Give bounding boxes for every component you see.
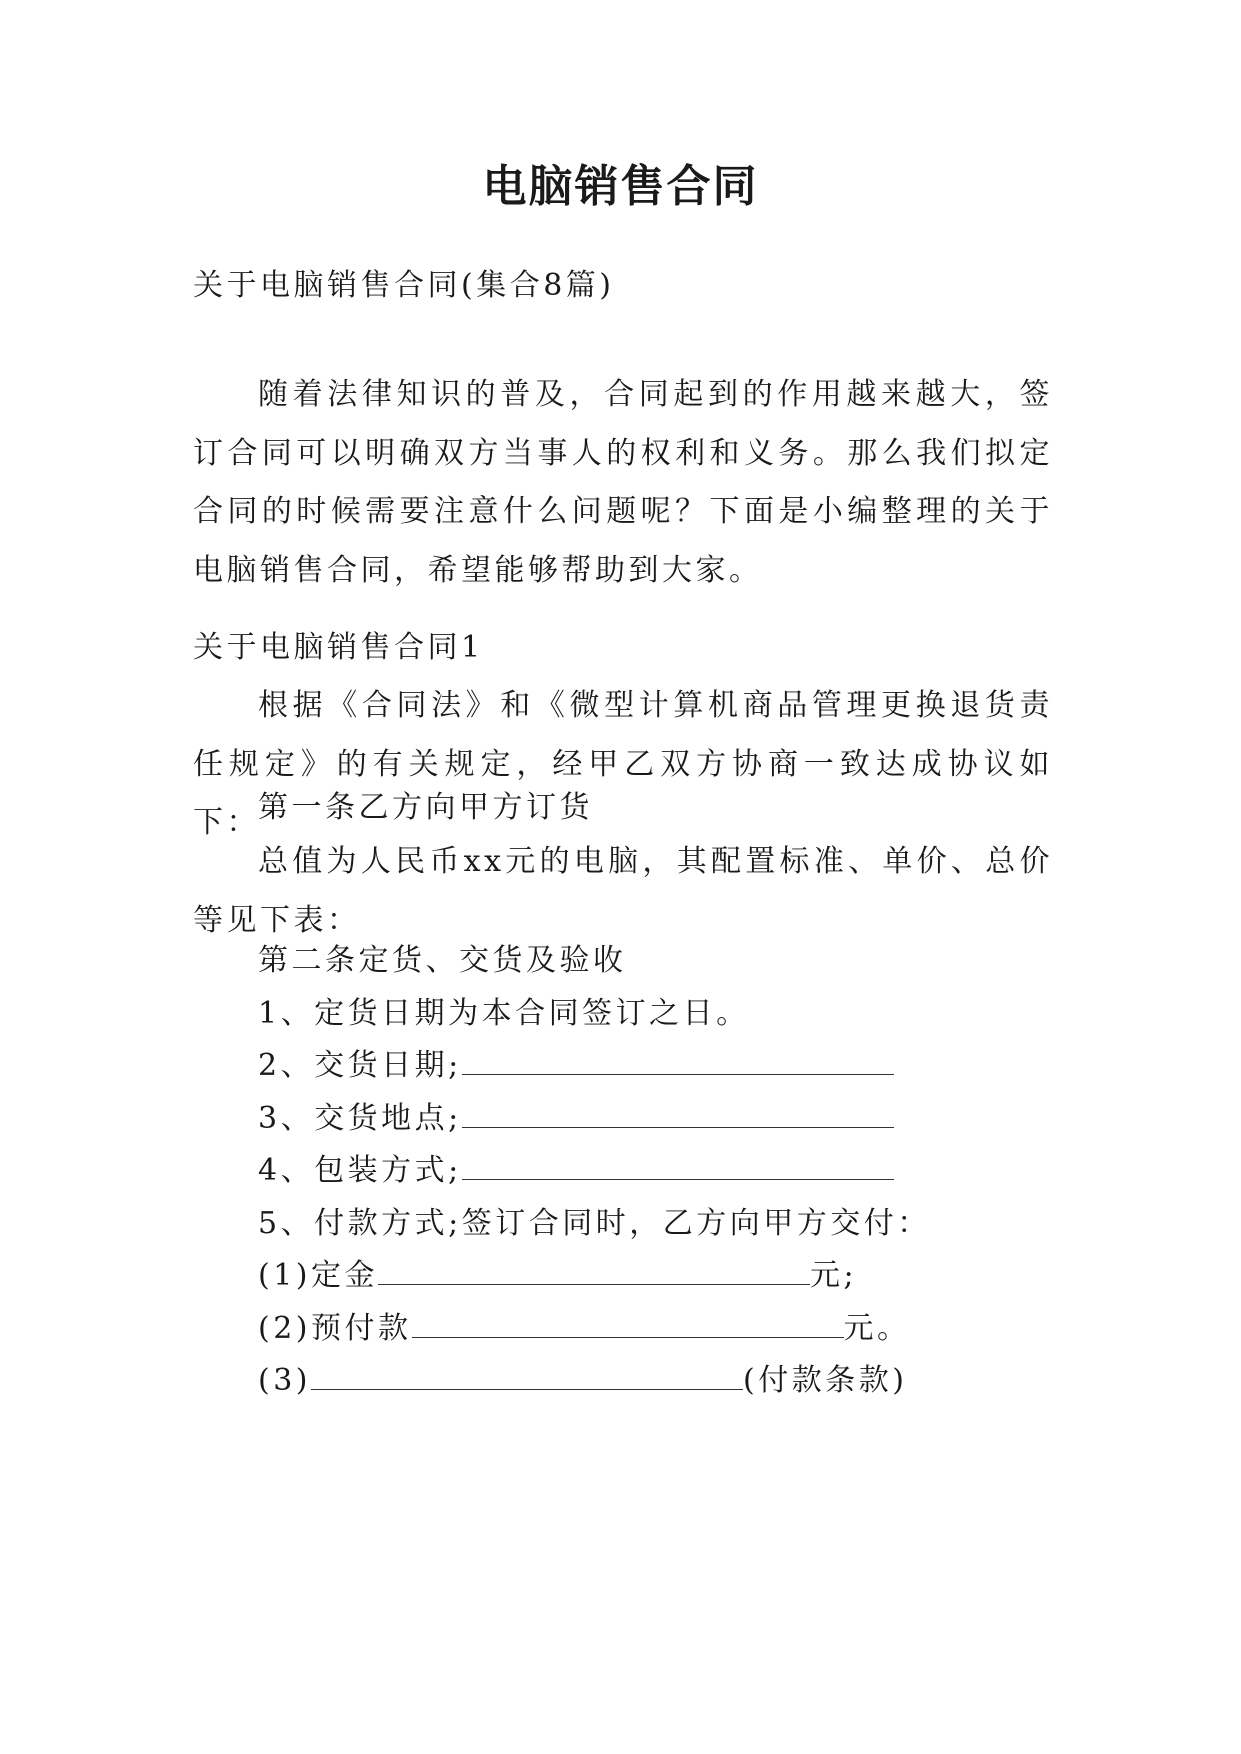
payment-terms-blank: [311, 1361, 743, 1390]
sub-item-3: [258, 1361, 907, 1401]
item-1: 1、定货日期为本合同签订之日。: [258, 996, 750, 1031]
basis-paragraph: 根据《合同法》和《微型计算机商品管理更换退货责任规定》的有关规定，经甲乙双方协商一致达成协议如下：: [193, 688, 1053, 840]
sub-item-3-suffix: (付款条款): [743, 1363, 908, 1398]
sub-item-2: [258, 1309, 911, 1349]
sub-item-2-suffix: 元。: [843, 1311, 911, 1346]
delivery-place-blank: [462, 1099, 894, 1128]
item-4: [258, 1151, 894, 1191]
deposit-blank: [378, 1256, 810, 1285]
article-1-title: 第一条乙方向甲方订货: [258, 790, 593, 825]
item-4-label: 4、包装方式;: [258, 1153, 462, 1188]
sub-item-3-label: (3): [258, 1363, 311, 1398]
item-2-label: 2、交货日期;: [258, 1048, 462, 1083]
article-1-body: 总值为人民币xx元的电脑，其配置标准、单价、总价等见下表：: [193, 844, 1053, 938]
prepayment-blank: [412, 1309, 844, 1338]
packaging-blank: [462, 1151, 894, 1180]
delivery-date-blank: [462, 1046, 894, 1075]
intro-paragraph: 随着法律知识的普及，合同起到的作用越来越大，签订合同可以明确双方当事人的权利和义务。那么我们拟定合同的时候需要注意什么问题呢？下面是小编整理的关于电脑销售合同，希望能够帮助到大家。: [193, 377, 1053, 588]
document-title: 电脑销售合同: [482, 161, 759, 212]
item-2: [258, 1046, 894, 1086]
item-3-label: 3、交货地点;: [258, 1101, 462, 1136]
article-2-title: 第二条定货、交货及验收: [258, 943, 627, 978]
item-3: [258, 1099, 894, 1139]
sub-item-1: [258, 1256, 857, 1296]
item-5: 5、付款方式;签订合同时，乙方向甲方交付：: [258, 1206, 931, 1241]
sub-item-1-label: (1)定金: [258, 1258, 378, 1293]
sub-item-2-label: (2)预付款: [258, 1311, 412, 1346]
sub-item-1-suffix: 元;: [810, 1258, 858, 1293]
section-heading: 关于电脑销售合同1: [193, 630, 484, 665]
document-subtitle: 关于电脑销售合同(集合8篇): [193, 268, 615, 303]
